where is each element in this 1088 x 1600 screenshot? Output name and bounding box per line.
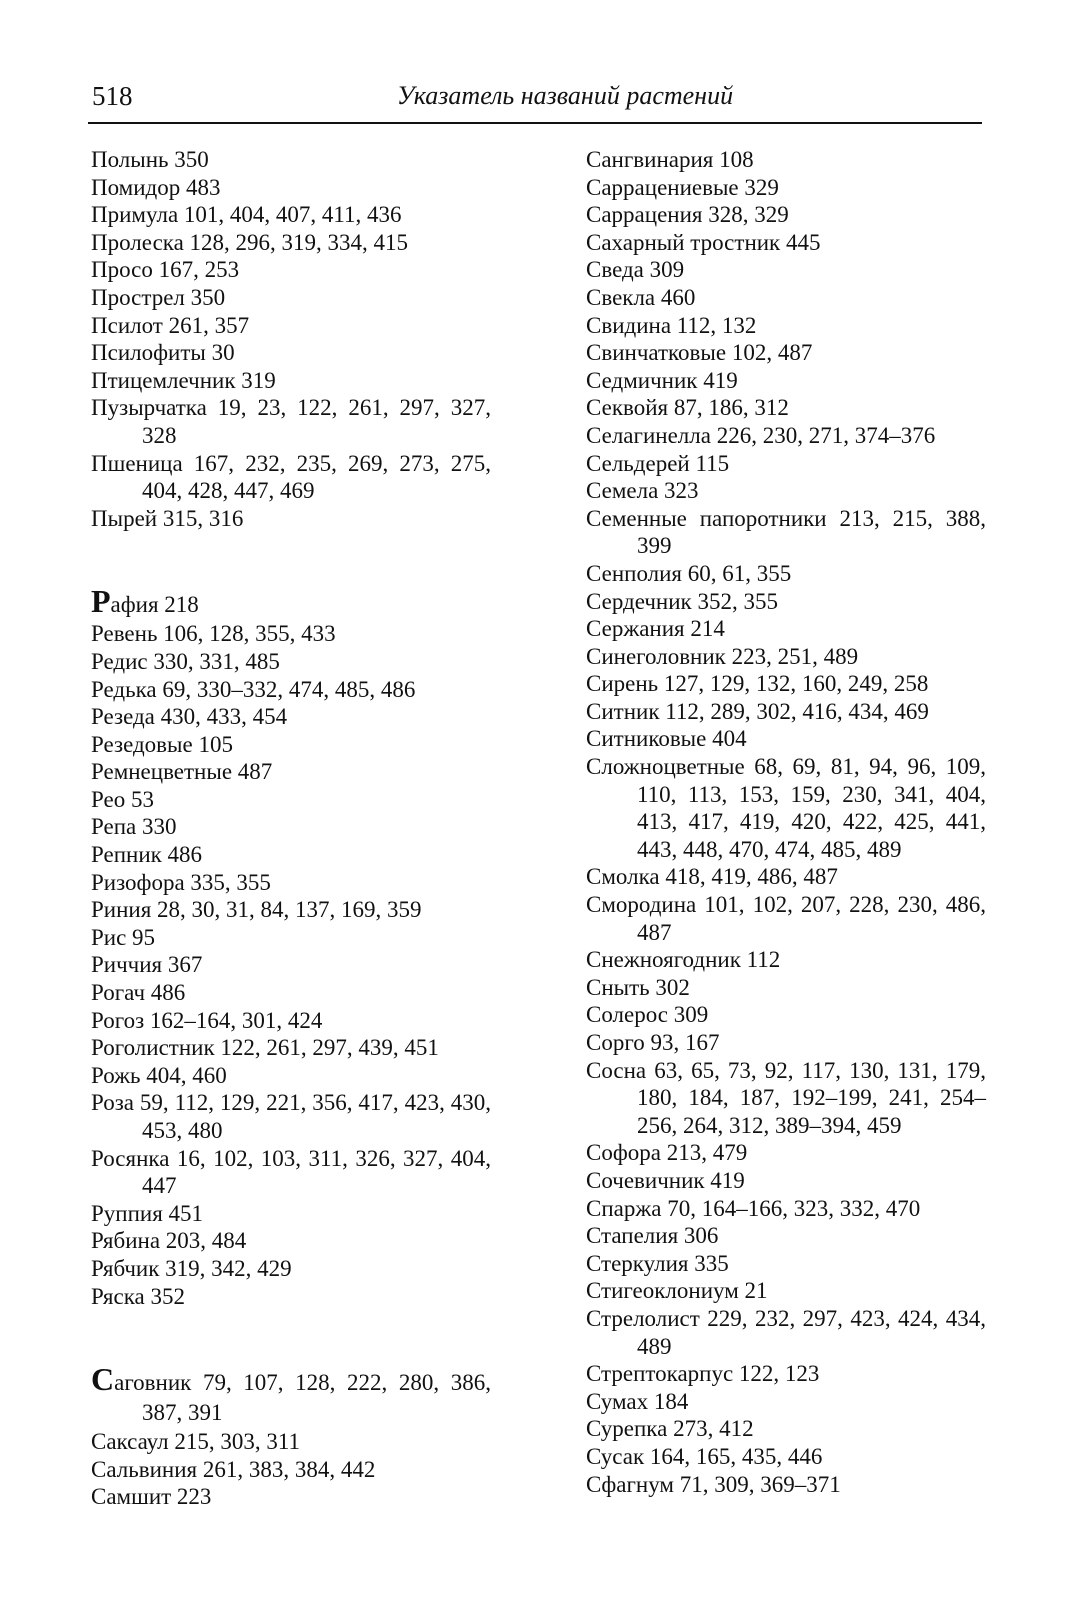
index-entry: Стеркулия 335: [586, 1250, 729, 1276]
index-entry: Сурепка 273, 412: [586, 1416, 754, 1442]
section-gap: [91, 1310, 491, 1365]
index-entry: Пырей 315, 316: [91, 505, 244, 531]
index-entry: Помидор 483: [91, 174, 221, 200]
index-entry: Сусак 164, 165, 435, 446: [586, 1443, 823, 1469]
index-entry: Сныть 302: [586, 974, 690, 1000]
index-entry: Сорго 93, 167: [586, 1030, 720, 1055]
index-group-p: [91, 146, 491, 532]
section-gap: [91, 532, 491, 587]
index-entry: Свекла 460: [586, 284, 696, 310]
index-entry: Резедовые 105: [91, 731, 233, 757]
index-entry: Полынь 350: [91, 147, 209, 172]
index-entry: Псилот 261, 357: [91, 312, 250, 338]
index-entry: Репник 486: [91, 842, 203, 868]
index-entry: Сержания 214: [586, 616, 725, 642]
index-entry: Свидина 112, 132: [586, 312, 757, 338]
section-initial-letter: С: [91, 1361, 115, 1398]
index-entry: Рогач 486: [91, 980, 186, 1006]
index-entry: Сосна 63, 65, 73, 92, 117, 130, 131, 179, 180, 184, 187, 192–199, 241, 254–256, 264, 312, 389–394, 459: [586, 1057, 986, 1138]
index-entry: Ситник 112, 289, 302, 416, 434, 469: [586, 698, 929, 724]
index-entry: Просо 167, 253: [91, 257, 240, 283]
index-entry: Ремнецветные 487: [91, 759, 273, 785]
index-entry: Роза 59, 112, 129, 221, 356, 417, 423, 430, 453, 480: [91, 1090, 491, 1143]
index-entry: Сельдерей 115: [586, 450, 730, 476]
index-entry: Рожь 404, 460: [91, 1062, 227, 1088]
index-entry: Саксаул 215, 303, 311: [91, 1429, 301, 1455]
index-entry: Солерос 309: [586, 1002, 709, 1028]
index-entry: Росянка 16, 102, 103, 311, 326, 327, 404, 447: [91, 1145, 491, 1199]
index-entry: Риния 28, 30, 31, 84, 137, 169, 359: [91, 897, 422, 923]
index-entry: Сахарный тростник 445: [586, 229, 821, 255]
index-entry: Рис 95: [91, 924, 156, 950]
index-entry: Семенные папоротники 213, 215, 388, 399: [586, 505, 986, 559]
index-entry: Ревень 106, 128, 355, 433: [91, 621, 336, 647]
index-entry-first: [91, 1361, 491, 1428]
index-entry: Рео 53: [91, 786, 154, 812]
index-entry: Сенполия 60, 61, 355: [586, 560, 792, 586]
index-entry: Риччия 367: [91, 952, 203, 978]
index-entry: Стрелолист 229, 232, 297, 423, 424, 434, 489: [586, 1305, 986, 1359]
index-entry: Сведа 309: [586, 257, 685, 283]
index-section-r: [91, 583, 491, 1310]
index-entry: Сердечник 352, 355: [586, 588, 778, 614]
index-entry: Сложноцветные 68, 69, 81, 94, 96, 109, 110, 113, 153, 159, 230, 341, 404, 413, 417, 419, 420, 422, 425, 441, 443, 448, 470, 474, 485, 489: [586, 754, 986, 862]
index-entry: Резеда 430, 433, 454: [91, 704, 288, 730]
index-entry: Селагинелла 226, 230, 271, 374–376: [586, 422, 936, 448]
index-entry: Ситниковые 404: [586, 726, 747, 752]
index-entry: Спаржа 70, 164–166, 323, 332, 470: [586, 1195, 921, 1221]
index-entry: Примула 101, 404, 407, 411, 436: [91, 202, 402, 228]
index-entry: Рогоз 162–164, 301, 424: [91, 1007, 323, 1033]
index-entry: Седмичник 419: [586, 367, 738, 393]
running-title: Указатель названий растений: [396, 81, 734, 110]
index-entry: Стрептокарпус 122, 123: [586, 1361, 820, 1387]
index-entry: Семела 323: [586, 478, 699, 504]
index-entry: Софора 213, 479: [586, 1140, 748, 1166]
index-entry: Псилофиты 30: [91, 340, 235, 366]
page-header: [88, 76, 982, 124]
index-entry: Смородина 101, 102, 207, 228, 230, 486, 487: [586, 892, 986, 945]
index-entry: Самшит 223: [91, 1484, 212, 1510]
index-entry: Синеголовник 223, 251, 489: [586, 643, 859, 669]
index-column-left: [91, 146, 491, 1511]
index-entry: Прострел 350: [91, 284, 226, 310]
index-entry: Секвойя 87, 186, 312: [586, 395, 789, 421]
index-entry: Стигеоклониум 21: [586, 1278, 768, 1304]
index-entry: Ряска 352: [91, 1283, 185, 1309]
index-entry: Свинчатковые 102, 487: [586, 340, 813, 366]
index-entry: Птицемлечник 319: [91, 367, 276, 393]
index-entry: Смолка 418, 419, 486, 487: [586, 864, 838, 890]
index-entry: Сумах 184: [586, 1388, 689, 1414]
index-entry: Пузырчатка 19, 23, 122, 261, 297, 327, 328: [91, 395, 491, 448]
index-entry: Сфагнум 71, 309, 369–371: [586, 1471, 841, 1497]
index-entry: Стапелия 306: [586, 1223, 719, 1249]
index-entry: Сангвинария 108: [586, 147, 754, 172]
index-section-s: [91, 1361, 491, 1511]
section-initial-letter: Р: [91, 583, 111, 620]
index-entry: Редька 69, 330–332, 474, 485, 486: [91, 676, 416, 702]
index-entry: Саррацения 328, 329: [586, 202, 789, 228]
index-entry: Сочевичник 419: [586, 1167, 745, 1193]
index-entry: Роголистник 122, 261, 297, 439, 451: [91, 1035, 439, 1061]
index-entry: Пшеница 167, 232, 235, 269, 273, 275, 404, 428, 447, 469: [91, 450, 491, 504]
page-number: 518: [92, 81, 133, 111]
index-entry: Сирень 127, 129, 132, 160, 249, 258: [586, 671, 929, 697]
index-entry: Репа 330: [91, 814, 177, 840]
index-entry-rest: аговник 79, 107, 128, 222, 280, 386, 387, 391: [114, 1370, 491, 1426]
index-entry: Ризофора 335, 355: [91, 869, 271, 895]
index-entry: Саррацениевые 329: [586, 174, 779, 200]
index-entry: Снежноягодник 112: [586, 947, 781, 973]
index-entry: Сальвиния 261, 383, 384, 442: [91, 1456, 376, 1482]
index-entry: Руппия 451: [91, 1200, 204, 1226]
index-entry: Редис 330, 331, 485: [91, 648, 280, 674]
index-entry: Рябина 203, 484: [91, 1228, 247, 1254]
index-entry-first: [91, 583, 491, 620]
index-entry: Рябчик 319, 342, 429: [91, 1255, 292, 1281]
index-column-right: [586, 146, 986, 1498]
index-entry-rest: афия 218: [110, 592, 199, 618]
index-entry: Пролеска 128, 296, 319, 334, 415: [91, 229, 409, 255]
